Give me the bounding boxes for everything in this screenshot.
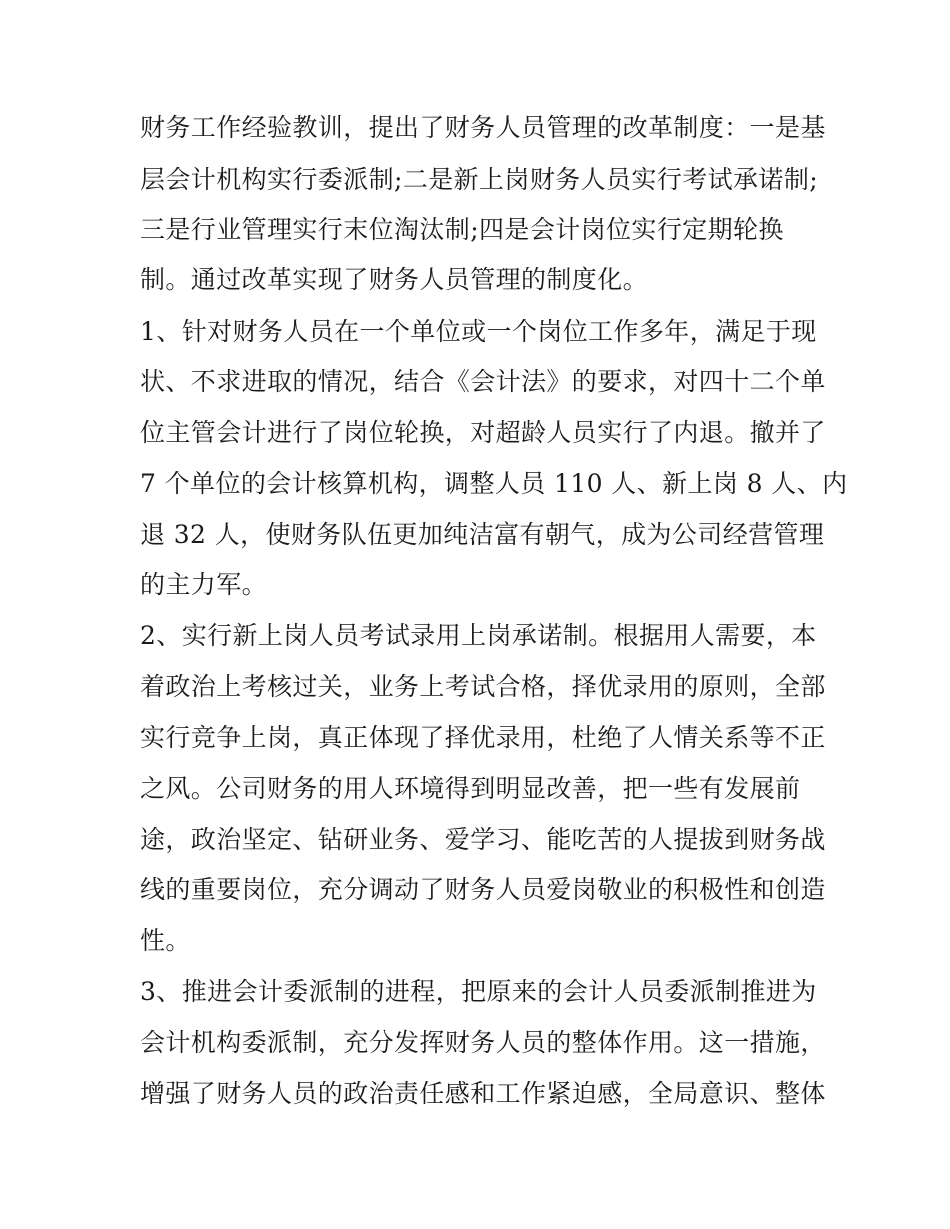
text-line: 制。通过改革实现了财务人员管理的制度化。: [140, 265, 649, 294]
text-line: 线的重要岗位，充分调动了财务人员爱岗敬业的积极性和创造: [140, 875, 826, 904]
text-line: 增强了财务人员的政治责任感和工作紧迫感，全局意识、整体: [140, 1079, 826, 1108]
text-line: 实行竞争上岗，真正体现了择优录用，杜绝了人情关系等不正: [140, 723, 826, 752]
text-line: 3、推进会计委派制的进程，把原来的会计人员委派制推进为: [140, 977, 817, 1006]
text-line: 退 32 人，使财务队伍更加纯洁富有朝气，成为公司经营管理: [140, 520, 825, 549]
text-line: 位主管会计进行了岗位轮换，对超龄人员实行了内退。撤并了: [140, 418, 826, 447]
text-line: 状、不求进取的情况，结合《会计法》的要求，对四十二个单: [140, 367, 826, 396]
text-line: 财务工作经验教训，提出了财务人员管理的改革制度：一是基: [140, 113, 826, 142]
text-line: 1、针对财务人员在一个单位或一个岗位工作多年，满足于现: [140, 317, 817, 346]
text-line: 层会计机构实行委派制;二是新上岗财务人员实行考试承诺制;: [140, 165, 819, 194]
text-line: 着政治上考核过关，业务上考试合格，择优录用的原则，全部: [140, 672, 826, 701]
text-line: 的主力军。: [140, 570, 268, 599]
text-line: 2、实行新上岗人员考试录用上岗承诺制。根据用人需要，本: [140, 621, 817, 650]
text-line: 7 个单位的会计核算机构，调整人员 110 人、新上岗 8 人、内: [140, 469, 848, 498]
text-line: 会计机构委派制，充分发挥财务人员的整体作用。这一措施，: [140, 1028, 826, 1057]
text-line: 之风。公司财务的用人环境得到明显改善，把一些有发展前: [140, 774, 801, 803]
text-line: 性。: [140, 926, 191, 955]
text-line: 途，政治坚定、钻研业务、爱学习、能吃苦的人提拔到财务战: [140, 825, 826, 854]
text-line: 三是行业管理实行末位淘汰制;四是会计岗位实行定期轮换: [140, 215, 784, 244]
